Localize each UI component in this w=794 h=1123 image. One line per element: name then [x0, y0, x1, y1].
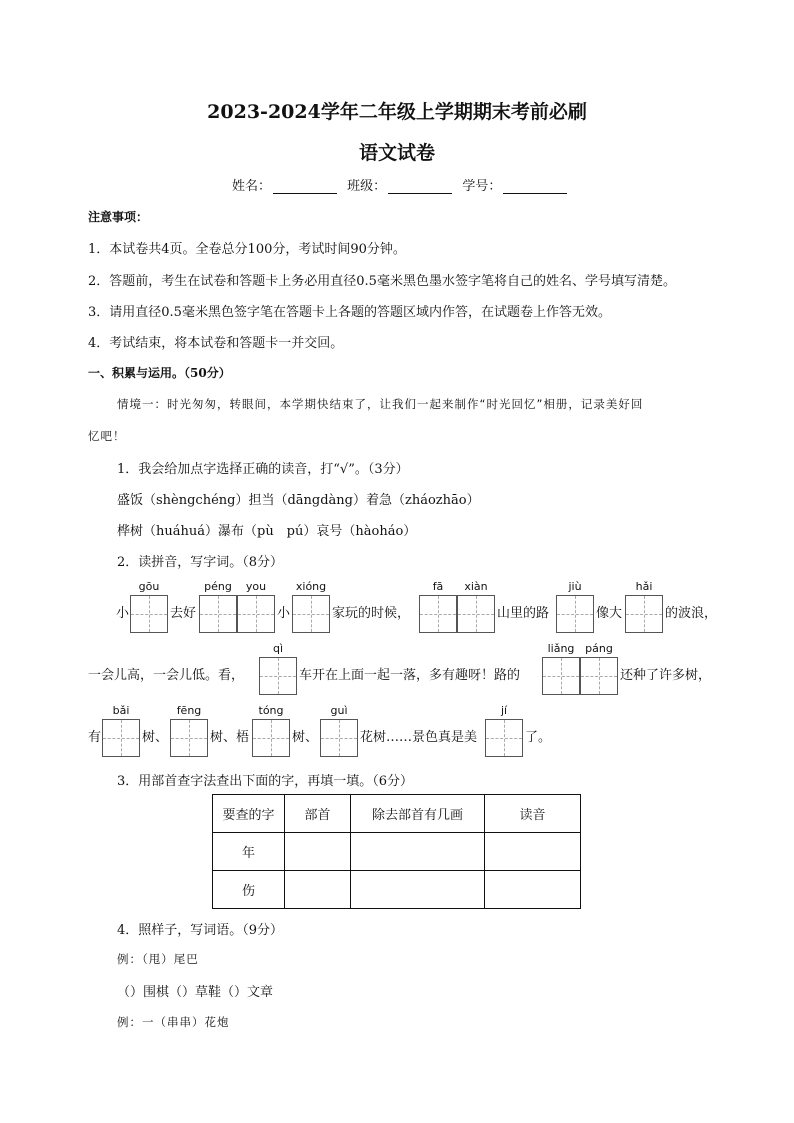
q2-text: 一会儿高，一会儿低。看， [88, 668, 245, 683]
student-info [232, 175, 573, 194]
pinyin-ji: jí [500, 704, 508, 717]
q3-title: 3．用部首查字法查出下面的字，再填一填。（6分） [117, 774, 414, 789]
scenario-line-1: 情境一：时光匆匆，转眼间，本学期快结束了，让我们一起来制作“时光回忆”相册，记录美好回 [117, 397, 644, 411]
table-cell-input[interactable] [351, 871, 485, 909]
q4-example-1: 例：（甩）尾巴 [117, 952, 199, 966]
q2-text: 像大 [596, 606, 623, 621]
pinyin-gou: gōu [138, 580, 160, 593]
answer-box[interactable] [542, 657, 580, 695]
answer-box[interactable] [130, 595, 168, 633]
answer-box[interactable] [252, 719, 290, 757]
pinyin-gui: guì [330, 704, 348, 717]
table-cell-input[interactable] [351, 833, 485, 871]
q1-line-1: 盛饭（shèngchéng）担当（dāngdàng）着急（zháozhāo） [117, 493, 480, 508]
table-cell-input[interactable] [485, 871, 581, 909]
page-title: 2023-2024学年二年级上学期期末考前必刷 [207, 101, 587, 123]
q2-text: 了。 [525, 730, 552, 745]
notice-heading: 注意事项： [88, 210, 149, 224]
answer-box[interactable] [102, 719, 140, 757]
table-row [213, 833, 581, 871]
pinyin-qi: qì [272, 642, 284, 655]
section-heading: 一、积累与运用。（50分） [88, 366, 231, 380]
table-cell-input[interactable] [485, 833, 581, 871]
scenario-line-2: 忆吧！ [88, 429, 126, 443]
q2-text: 树、梧 [210, 730, 250, 745]
q2-text: 去好 [170, 606, 197, 621]
pinyin-fa: fā [432, 580, 444, 593]
q2-text: 树、 [142, 730, 169, 745]
table-header: 读音 [485, 795, 581, 833]
pinyin-xiong: xióng [295, 580, 327, 593]
answer-box[interactable] [292, 595, 330, 633]
number-label: 学号： [462, 179, 502, 194]
pinyin-xian: xiàn [464, 580, 488, 593]
q2-title: 2．读拼音，写字词。（8分） [117, 555, 284, 570]
notice-item-3: 3．请用直径0.5毫米黑色签字笔在答题卡上各题的答题区域内作答，在试题卷上作答无效。 [88, 305, 611, 320]
table-header: 部首 [285, 795, 351, 833]
q4-example-2: 例：一（串串）花炮 [117, 1015, 230, 1029]
answer-box[interactable] [485, 719, 523, 757]
q2-text: 有 [88, 730, 102, 745]
pinyin-liang: liǎng [547, 642, 575, 655]
table-cell-input[interactable] [285, 833, 351, 871]
page-subtitle: 语文试卷 [358, 142, 435, 164]
q2-text: 家玩的时候， [332, 606, 411, 621]
q2-text: 小 [116, 606, 130, 621]
q1-line-2: 桦树（huáhuá）瀑布（pù pú）哀号（hàoháo） [117, 524, 417, 539]
q4-line-1: （）围棋（）草鞋（）文章 [117, 985, 274, 1000]
q2-text: 小 [277, 606, 291, 621]
answer-box[interactable] [556, 595, 594, 633]
class-field[interactable] [388, 179, 452, 194]
answer-box[interactable] [625, 595, 663, 633]
q4-title: 4．照样子，写词语。（9分） [117, 923, 284, 938]
name-label: 姓名： [232, 179, 272, 194]
table-cell: 伤 [213, 871, 285, 909]
q2-text: 还种了许多树， [620, 668, 712, 683]
answer-box[interactable] [199, 595, 237, 633]
q2-text: 山里的路 [497, 606, 550, 621]
table-header: 除去部首有几画 [351, 795, 485, 833]
answer-box[interactable] [170, 719, 208, 757]
notice-item-2: 2．答题前，考生在试卷和答题卡上务必用直径0.5毫米黑色墨水签字笔将自己的姓名、学号填写清楚。 [88, 274, 676, 289]
answer-box[interactable] [320, 719, 358, 757]
pinyin-tong: tóng [258, 704, 284, 717]
radical-table [212, 794, 581, 909]
pinyin-peng: péng [204, 580, 232, 593]
table-header-row [213, 795, 581, 833]
class-label: 班级： [347, 179, 387, 194]
table-row [213, 871, 581, 909]
answer-box[interactable] [419, 595, 457, 633]
notice-item-1: 1．本试卷共4页。全卷总分100分，考试时间90分钟。 [88, 242, 406, 257]
table-header: 要查的字 [213, 795, 285, 833]
q2-text: 花树……景色真是美 [360, 730, 478, 745]
q2-text: 的波浪， [665, 606, 718, 621]
answer-box[interactable] [457, 595, 495, 633]
q1-title: 1．我会给加点字选择正确的读音，打“√”。（3分） [117, 462, 409, 477]
q2-text: 车开在上面一起一落，多有趣呀！路的 [299, 668, 521, 683]
pinyin-bai: bǎi [112, 704, 130, 717]
pinyin-hai: hǎi [635, 580, 653, 593]
answer-box[interactable] [237, 595, 275, 633]
pinyin-you: you [245, 580, 267, 593]
answer-box[interactable] [259, 657, 297, 695]
table-cell: 年 [213, 833, 285, 871]
number-field[interactable] [503, 179, 567, 194]
notice-item-4: 4．考试结束，将本试卷和答题卡一并交回。 [88, 336, 344, 351]
pinyin-pang: páng [585, 642, 613, 655]
table-cell-input[interactable] [285, 871, 351, 909]
q2-text: 树、 [292, 730, 319, 745]
name-field[interactable] [273, 179, 337, 194]
answer-box[interactable] [580, 657, 618, 695]
pinyin-jiu: jiù [568, 580, 582, 593]
pinyin-feng: fēng [176, 704, 202, 717]
